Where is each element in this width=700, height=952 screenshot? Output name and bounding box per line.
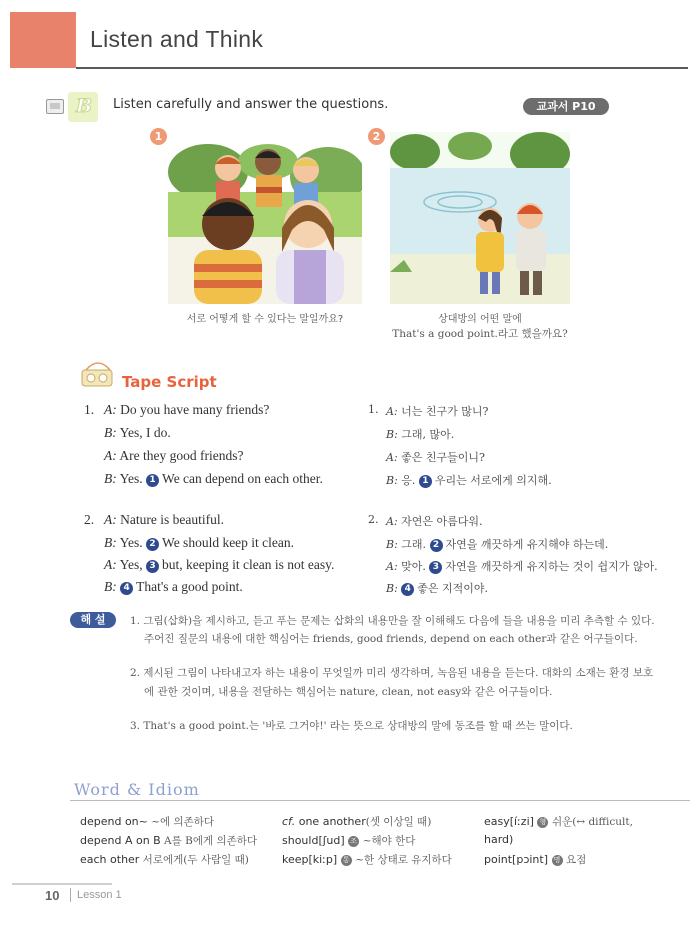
cassette-icon [46, 99, 64, 114]
explanation-item-2-line2: 에 관한 것이며, 내용을 전달하는 핵심어는 nature, clean, not easy와 같은 어구들이다. [144, 686, 553, 698]
vocab-entry: depend A on B A를 B에게 의존하다 [80, 834, 258, 847]
word-idiom-rule [70, 800, 690, 801]
explanation-item-1-line2: 주어진 질문의 내용에 대한 핵심어는 friends, good friends, depend on each other과 같은 어구들이다. [144, 633, 638, 645]
explanation-item-2-line1: 2. 제시된 그림이 나타내고자 하는 내용이 무엇일까 미리 생각하며, 녹음된 내용을 듣는다. 대화의 소재는 환경 보호 [130, 667, 654, 679]
script-ko-line: B: 4 좋은 지적이야. [386, 582, 489, 595]
script-en-line: B: Yes, I do. [104, 425, 171, 440]
script-ko-line: B: 그래, 많아. [386, 428, 455, 441]
picture-2-caption-line1: 상대방의 어떤 말에 [438, 314, 522, 325]
pos-badge: 형 [537, 817, 548, 828]
lesson-label: Lesson 1 [77, 889, 122, 901]
number-badge: 4 [401, 583, 414, 596]
header-rule [76, 67, 688, 69]
vocab-entry: easy[íːzi] 형 쉬운(↔ difficult, [484, 815, 633, 828]
vocab-entry: should[ʃud] 조 ~해야 한다 [282, 834, 416, 847]
script-en-line: B: Yes. 2 We should keep it clean. [104, 535, 295, 550]
vocab-entry: depend on~ ~에 의존하다 [80, 815, 215, 828]
script-ko-line: A: 좋은 친구들이니? [386, 451, 485, 464]
script-ko-line: A: 너는 친구가 많니? [386, 405, 489, 418]
pos-badge: 명 [552, 855, 563, 866]
explanation-item-3-line1: 3. That's a good point.는 '바로 그거야!' 라는 뜻으로 상대방의 말에 동조를 할 때 쓰는 말이다. [130, 720, 573, 732]
vocab-entry: hard) [484, 833, 514, 846]
script-en-line: A: Nature is beautiful. [104, 512, 224, 527]
vocab-entry: point[pɔint] 명 요점 [484, 853, 587, 866]
footer-separator [70, 888, 71, 902]
explanation-badge: 해 설 [70, 612, 116, 628]
picture-2-nature-illustration [390, 132, 570, 304]
vocab-entry: cf. one another(셋 이상일 때) [282, 815, 432, 828]
script-ko-line: A: 맞아. 3 자연을 깨끗하게 유지하는 것이 쉽지가 않아. [386, 560, 658, 573]
number-badge: 1 [146, 474, 159, 487]
script-ko-line: B: 응. 1 우리는 서로에게 의지해. [386, 474, 552, 487]
script-en-line: A: Yes, 3 but, keeping it clean is not easy. [104, 557, 335, 572]
script-en-1-number: 1. [84, 402, 95, 417]
word-idiom-title: Word & Idiom [74, 780, 200, 799]
script-ko-1-number: 1. [368, 403, 379, 416]
number-badge: 2 [430, 539, 443, 552]
script-en-line: B: 4 That's a good point. [104, 579, 243, 594]
number-badge: 1 [419, 475, 432, 488]
textbook-page-badge: 교과서 P10 [523, 98, 609, 115]
script-en-line: A: Do you have many friends? [104, 402, 270, 417]
script-en-2-number: 2. [84, 512, 95, 527]
script-en-line: B: Yes. 1 We can depend on each other. [104, 471, 323, 486]
number-badge: 4 [120, 582, 133, 595]
picture-1-number: 1 [150, 128, 167, 145]
script-ko-line: A: 자연은 아름다워. [386, 515, 483, 528]
script-en-line: A: Are they good friends? [104, 448, 244, 463]
page-title: Listen and Think [90, 26, 264, 52]
section-b-letter: B [76, 95, 93, 117]
cassette-player-icon [78, 360, 118, 390]
picture-1-caption: 서로 어떻게 할 수 있다는 말일까요? [186, 314, 344, 325]
footer-rule [12, 883, 112, 885]
picture-1-friends-illustration [168, 132, 362, 304]
header-color-block [10, 12, 76, 68]
number-badge: 3 [429, 561, 442, 574]
section-b-instruction: Listen carefully and answer the questions. [113, 97, 389, 112]
picture-2-number: 2 [368, 128, 385, 145]
explanation-item-1-line1: 1. 그림(삽화)을 제시하고, 듣고 푸는 문제는 삽화의 내용만을 잘 이해해도 다음에 들을 내용을 미리 추측할 수 있다. [130, 615, 655, 627]
vocab-entry: each other 서로에게(두 사람일 때) [80, 853, 249, 866]
picture-2-caption-line2: That's a good point.라고 했을까요? [392, 328, 568, 340]
page-number: 10 [45, 888, 60, 903]
tape-script-title: Tape Script [122, 373, 217, 391]
script-ko-line: B: 그래. 2 자연을 깨끗하게 유지해야 하는데. [386, 538, 609, 551]
pos-badge: 통 [341, 855, 352, 866]
pos-badge: 조 [348, 836, 359, 847]
script-ko-2-number: 2. [368, 513, 379, 526]
number-badge: 2 [146, 538, 159, 551]
number-badge: 3 [146, 560, 159, 573]
vocab-entry: keep[kiːp] 통 ~한 상태로 유지하다 [282, 853, 452, 866]
